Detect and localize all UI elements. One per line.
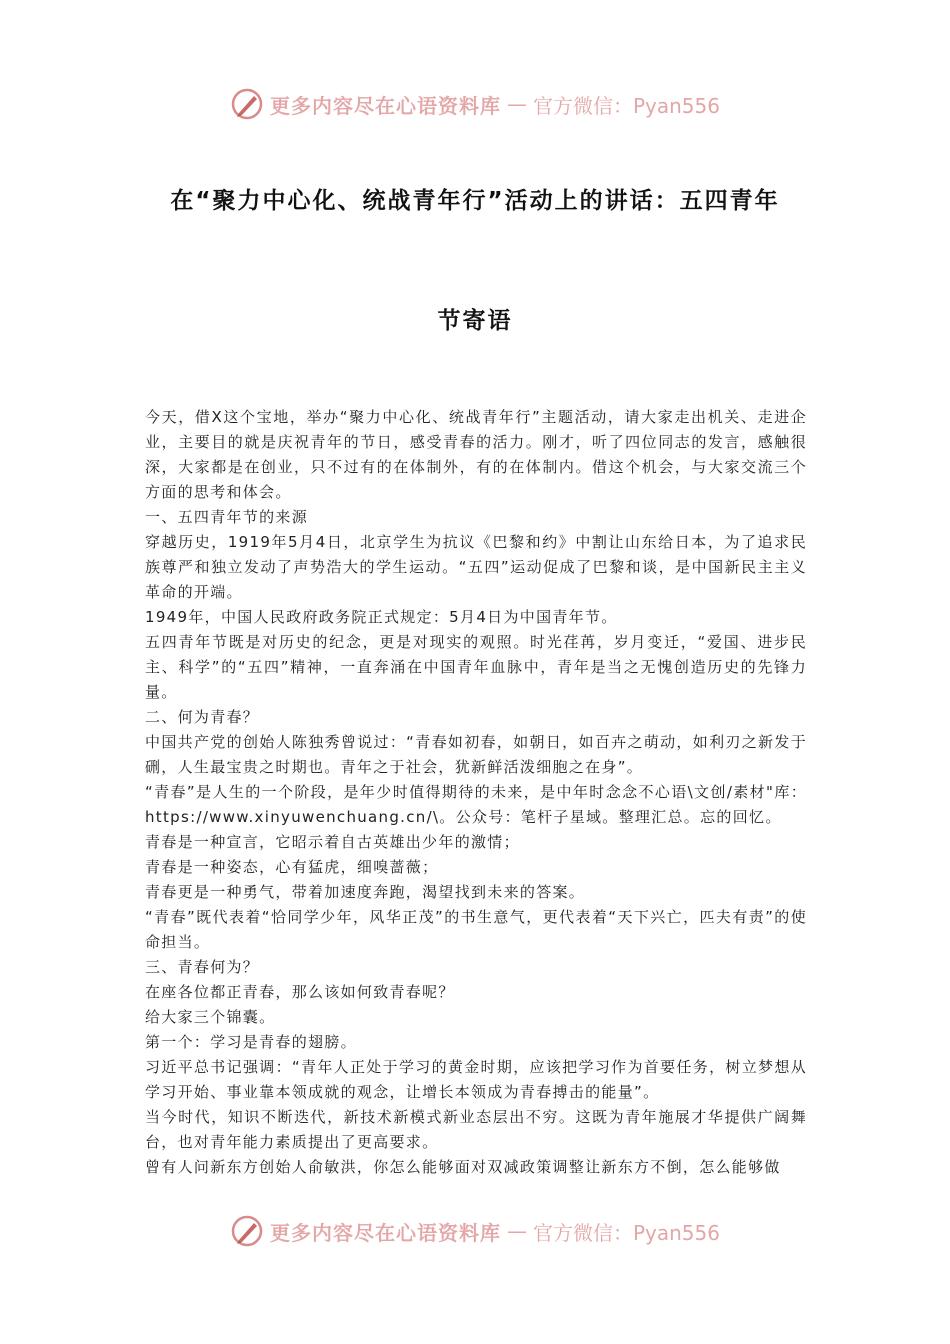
banner-wechat: 官方微信：Pyan556 xyxy=(532,1220,720,1245)
paragraph: 今天，借X这个宝地，举办“聚力中心化、统战青年行”主题活动，请大家走出机关、走进企业，主要目的就是庆祝青年的节日，感受青春的活力。刚才，听了四位同志的发言，感触很深，大家都是在创业，只不过有的在体制外，有的在体制内。借这个机会，与大家交流三个方面的思考和体会。 xyxy=(145,408,807,501)
paragraph: 在座各位都正青春，那么该如何致青春呢？ xyxy=(145,983,455,1001)
document-title-line-1: 在“聚力中心化、统战青年行”活动上的讲话：五四青年 xyxy=(170,188,780,214)
banner-text: 更多内容尽在心语资料库 xyxy=(269,1220,501,1245)
paragraph: 当今时代，知识不断迭代，新技术新模式新业态层出不穷。这既为青年施展才华提供广阔舞台，也对青年能力素质提出了更高要求。 xyxy=(145,1108,807,1151)
banner-text: 更多内容尽在心语资料库 xyxy=(269,93,501,118)
header-banner xyxy=(0,84,950,124)
section-heading: 三、青春何为？ xyxy=(145,958,260,976)
footer-banner xyxy=(0,1211,950,1251)
paragraph: 曾有人问新东方创始人俞敏洪，你怎么能够面对双减政策调整让新东方不倒，怎么能够做 xyxy=(145,1158,781,1176)
paragraph: 给大家三个锦囊。 xyxy=(145,1008,276,1026)
paragraph: 青春是一种姿态，心有猛虎，细嗅蔷薇； xyxy=(145,858,439,876)
document-body xyxy=(145,405,807,1180)
paragraph: 1949年，中国人民政府政务院正式规定：5月4日为中国青年节。 xyxy=(145,608,618,626)
paragraph: 五四青年节既是对历史的纪念，更是对现实的观照。时光荏苒，岁月变迁，“爱国、进步民主、科学”的“五四”精神，一直奔涌在中国青年血脉中，青年是当之无愧创造历史的先锋力量。 xyxy=(145,633,807,701)
document-title-line-2: 节寄语 xyxy=(437,308,513,334)
paragraph: 第一个：学习是青春的翅膀。 xyxy=(145,1033,357,1051)
section-heading: 二、何为青春？ xyxy=(145,708,260,726)
banner-separator: — xyxy=(506,92,527,116)
banner-separator: — xyxy=(506,1219,527,1243)
paragraph: “青春”既代表着“恰同学少年，风华正茂”的书生意气，更代表着“天下兴亡，匹夫有责”的使命担当。 xyxy=(145,908,807,951)
banner-wechat: 官方微信：Pyan556 xyxy=(532,93,720,118)
pen-logo-icon xyxy=(230,1214,264,1248)
paragraph: 青春是一种宣言，它昭示着自古英雄出少年的激情； xyxy=(145,833,520,851)
section-heading: 一、五四青年节的来源 xyxy=(145,508,309,526)
paragraph: 中国共产党的创始人陈独秀曾说过：“青春如初春，如朝日，如百卉之萌动，如利刃之新发于硎，人生最宝贵之时期也。青年之于社会，犹新鲜活泼细胞之在身”。 xyxy=(145,733,807,776)
paragraph: 习近平总书记强调：“青年人正处于学习的黄金时期，应该把学习作为首要任务，树立梦想从学习开始、事业靠本领成就的观念，让增长本领成为青春搏击的能量”。 xyxy=(145,1058,807,1101)
paragraph: 穿越历史，1919年5月4日，北京学生为抗议《巴黎和约》中割让山东给日本，为了追求民族尊严和独立发动了声势浩大的学生运动。“五四”运动促成了巴黎和谈，是中国新民主主义革命的开端。 xyxy=(145,533,807,601)
paragraph: “青春”是人生的一个阶段，是年少时值得期待的未来，是中年时念念不心语\文创/素材"库：https://www.xinyuwenchuang.cn/\。公众号：笔杆子星域。整理汇总。忘的回忆。 xyxy=(145,783,807,826)
pen-logo-icon xyxy=(230,87,264,121)
paragraph: 青春更是一种勇气，带着加速度奔跑，渴望找到未来的答案。 xyxy=(145,883,586,901)
